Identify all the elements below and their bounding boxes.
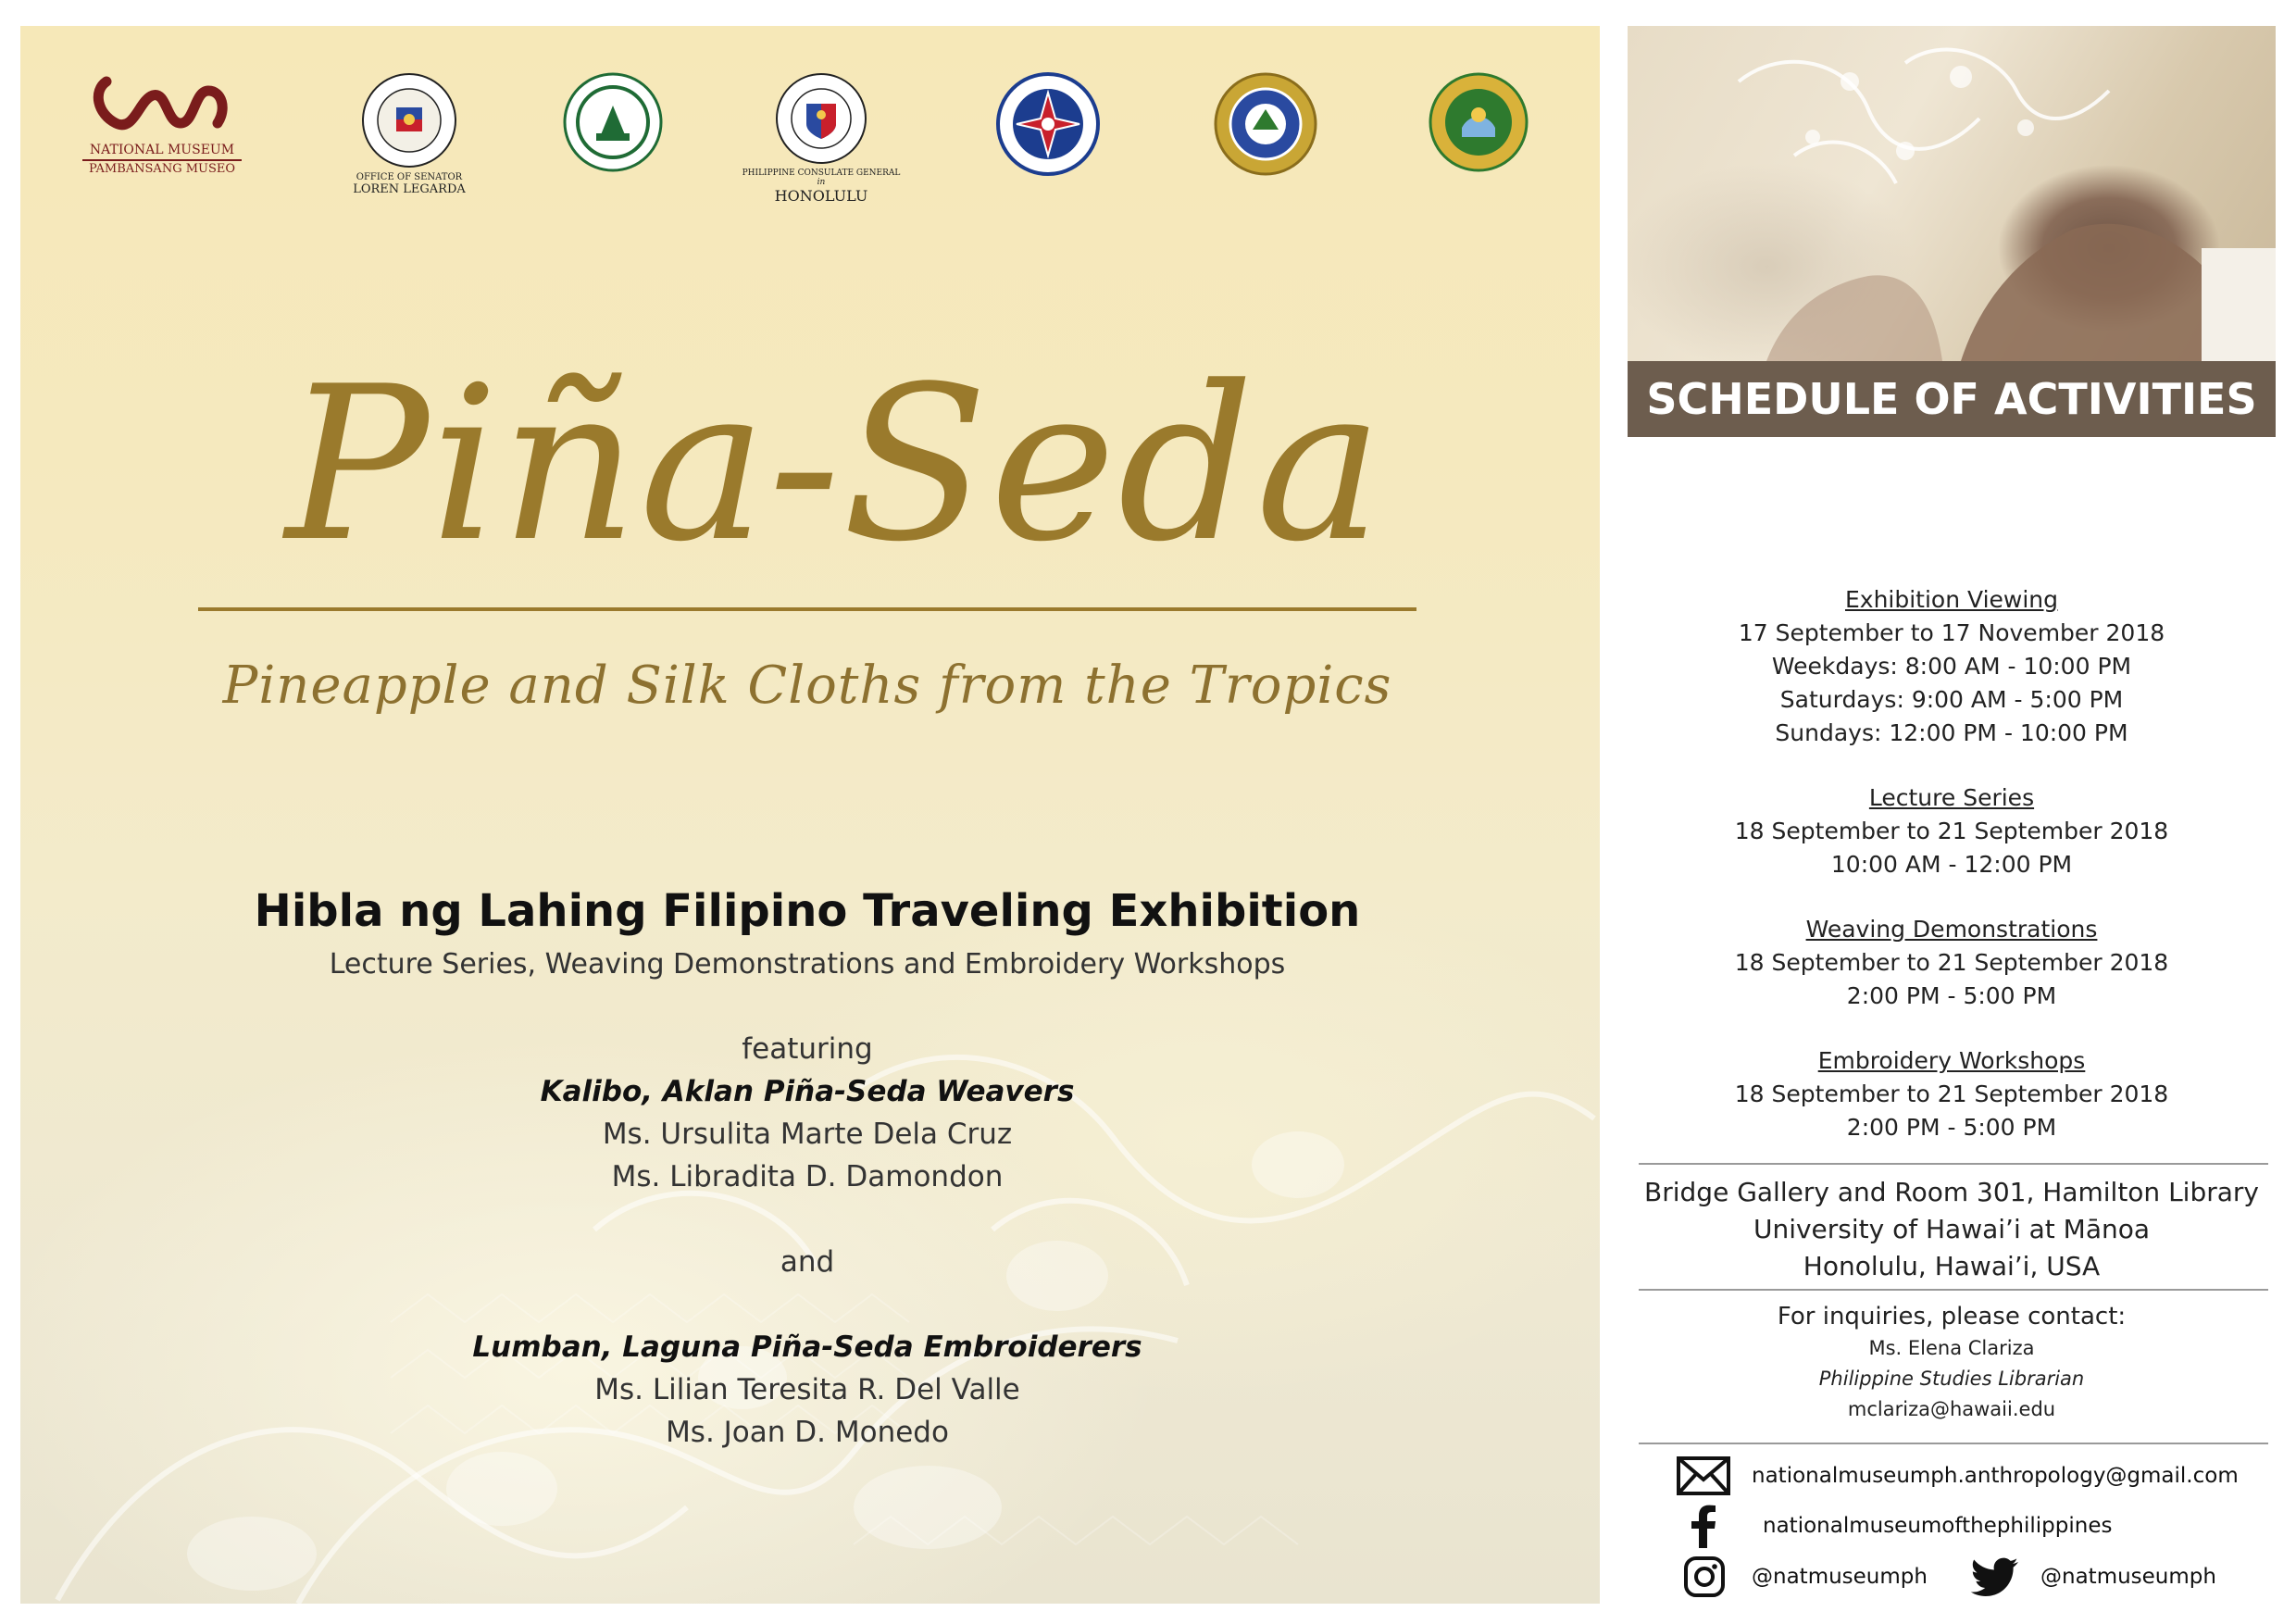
la-union-logo	[992, 72, 1104, 176]
schedule-item-lecture	[1628, 781, 2276, 881]
senate-caption-1: OFFICE OF SENATOR	[356, 172, 463, 182]
featuring-label: featuring	[742, 1032, 873, 1066]
schedule-item-embroidery	[1628, 1044, 2276, 1144]
email-address[interactable]: nationalmuseumph.anthropology@gmail.com	[1752, 1464, 2239, 1488]
national-museum-icon	[88, 72, 236, 137]
consulate-logo	[733, 72, 909, 205]
traveling-exhibition-title: Hibla ng Lahing Filipino Traveling Exhibition	[254, 885, 1361, 937]
schedule-line: 2:00 PM - 5:00 PM	[1846, 1114, 2057, 1141]
schedule-line: Saturdays: 9:00 AM - 5:00 PM	[1779, 686, 2124, 713]
poster-panel	[20, 26, 1600, 1604]
consulate-caption-1: PHILIPPINE CONSULATE GENERAL	[742, 169, 901, 178]
national-museum-logo	[74, 72, 250, 177]
schedule-line: 2:00 PM - 5:00 PM	[1846, 982, 2057, 1009]
facebook-handle[interactable]: nationalmuseumofthephilippines	[1763, 1514, 2113, 1538]
la-union-seal-icon	[996, 72, 1100, 176]
twitter-bird-icon	[1970, 1557, 2018, 1596]
schedule-line: Weekdays: 8:00 AM - 10:00 PM	[1771, 653, 2132, 680]
lumban-seal-icon	[1429, 72, 1529, 172]
instagram-handle[interactable]: @natmuseumph	[1752, 1565, 1928, 1589]
embroiderer-name: Ms. Lilian Teresita R. Del Valle	[594, 1373, 1020, 1406]
schedule-line: Sundays: 12:00 PM - 10:00 PM	[1775, 719, 2128, 746]
embroidery-illustration	[1628, 26, 2276, 361]
inquiry-block	[1628, 1300, 2276, 1425]
exhibition-title: Piña-Seda	[285, 342, 1385, 589]
embroiderer-name: Ms. Joan D. Monedo	[666, 1416, 949, 1449]
schedule-line: 18 September to 21 September 2018	[1734, 1081, 2169, 1107]
inquiry-lead: For inquiries, please contact:	[1777, 1303, 2127, 1330]
schedule-heading: Embroidery Workshops	[1817, 1047, 2086, 1074]
dfa-seal-icon	[775, 72, 867, 165]
schedule-line: 17 September to 17 November 2018	[1738, 619, 2165, 646]
schedule-list	[1628, 583, 2276, 1176]
weaver-name: Ms. Libradita D. Damondon	[611, 1160, 1004, 1193]
schedule-line: 18 September to 21 September 2018	[1734, 949, 2169, 976]
schedule-heading: Lecture Series	[1868, 784, 2035, 811]
schedule-item-weaving	[1628, 913, 2276, 1013]
divider	[1639, 1163, 2268, 1165]
contact-email[interactable]: mclariza@hawaii.edu	[1847, 1398, 2056, 1420]
schedule-heading: Exhibition Viewing	[1844, 586, 2059, 613]
envelope-icon	[1676, 1455, 1731, 1496]
schedule-line: 18 September to 21 September 2018	[1734, 818, 2169, 844]
venue-block	[1628, 1174, 2276, 1285]
consulate-caption-2: in	[817, 178, 826, 188]
lumban-logo	[1423, 72, 1534, 172]
senate-caption-2: LOREN LEGARDA	[353, 181, 466, 196]
contact-name: Ms. Elena Clariza	[1868, 1337, 2035, 1359]
divider	[1639, 1289, 2268, 1291]
national-museum-tagalog: PAMBANSANG MUSEO	[88, 162, 236, 177]
schedule-line: 10:00 AM - 12:00 PM	[1830, 851, 2073, 878]
university-hawaii-seal-icon	[563, 72, 663, 172]
university-hawaii-logo	[557, 72, 668, 172]
facebook-icon	[1687, 1504, 1720, 1548]
senate-seal-icon	[361, 72, 457, 169]
embroidery-photo	[1628, 26, 2276, 361]
twitter-contact[interactable]	[1970, 1557, 2216, 1596]
national-museum-name: NATIONAL MUSEUM	[89, 143, 235, 157]
and-label: and	[780, 1245, 835, 1279]
partner-logos	[20, 72, 1600, 257]
consulate-caption-3: HONOLULU	[774, 186, 868, 205]
venue-line: Honolulu, Hawai’i, USA	[1803, 1251, 2101, 1281]
twitter-handle[interactable]: @natmuseumph	[2040, 1565, 2216, 1589]
exhibition-subtitle: Pineapple and Silk Cloths from the Tropics	[222, 656, 1392, 716]
traveling-exhibition-subtitle: Lecture Series, Weaving Demonstrations and Embroidery Workshops	[329, 948, 1286, 981]
embroiderers-group-title: Lumban, Laguna Piña-Seda Embroiderers	[472, 1330, 1142, 1364]
venue-line: University of Hawai’i at Mānoa	[1753, 1214, 2151, 1244]
kalibo-seal-icon	[1214, 72, 1317, 176]
schedule-item-exhibition	[1628, 583, 2276, 750]
schedule-heading: Weaving Demonstrations	[1805, 916, 2098, 943]
instagram-contact[interactable]	[1683, 1555, 1928, 1598]
instagram-icon	[1683, 1555, 1726, 1598]
facebook-contact[interactable]	[1687, 1504, 2112, 1548]
email-contact[interactable]	[1676, 1455, 2239, 1496]
weaver-name: Ms. Ursulita Marte Dela Cruz	[602, 1118, 1013, 1151]
featuring-block	[206, 1028, 1409, 1454]
kalibo-logo	[1210, 72, 1321, 176]
title-divider	[198, 607, 1416, 611]
contact-role: Philippine Studies Librarian	[1818, 1368, 2085, 1390]
senate-logo	[344, 72, 474, 196]
divider	[1639, 1443, 2268, 1444]
schedule-banner: SCHEDULE OF ACTIVITIES	[1628, 361, 2276, 437]
weavers-group-title: Kalibo, Aklan Piña-Seda Weavers	[540, 1075, 1075, 1108]
venue-line: Bridge Gallery and Room 301, Hamilton Library	[1644, 1177, 2259, 1207]
